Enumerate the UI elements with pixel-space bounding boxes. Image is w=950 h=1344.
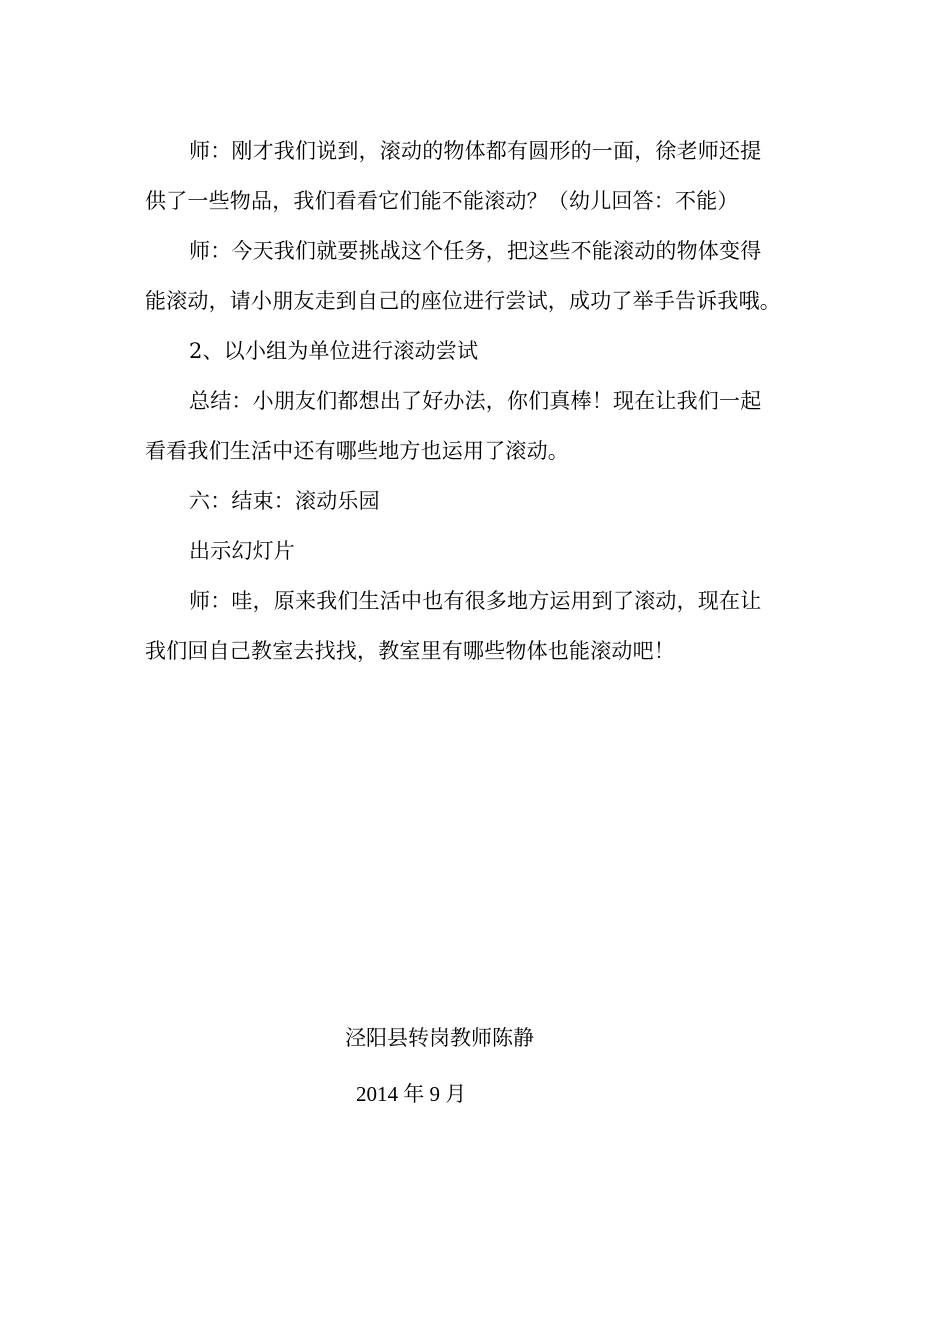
paragraph-line: 供了一些物品，我们看看它们能不能滚动？（幼儿回答：不能） (145, 189, 739, 213)
paragraph-line: 师：哇，原来我们生活中也有很多地方运用到了滚动，现在让 (189, 589, 762, 613)
paragraph-line: 师：今天我们就要挑战这个任务，把这些不能滚动的物体变得 (189, 239, 762, 263)
author-signature: 泾阳县转岗教师陈静 (345, 1026, 534, 1050)
paragraph-line: 六：结束：滚动乐园 (189, 489, 380, 513)
paragraph-line: 能滚动，请小朋友走到自己的座位进行尝试，成功了举手告诉我哦。 (145, 289, 781, 313)
document-date: 2014 年 9 月 (356, 1082, 467, 1106)
paragraph-line: 2、以小组为单位进行滚动尝试 (189, 339, 479, 363)
paragraph-line: 我们回自己教室去找找，教室里有哪些物体也能滚动吧！ (145, 639, 675, 663)
paragraph-line: 看看我们生活中还有哪些地方也运用了滚动。 (145, 439, 569, 463)
paragraph-line: 师：刚才我们说到，滚动的物体都有圆形的一面，徐老师还提 (189, 139, 762, 163)
paragraph-line: 出示幻灯片 (189, 539, 295, 563)
paragraph-line: 总结：小朋友们都想出了好办法，你们真棒！现在让我们一起 (189, 389, 762, 413)
document-body (145, 126, 815, 676)
